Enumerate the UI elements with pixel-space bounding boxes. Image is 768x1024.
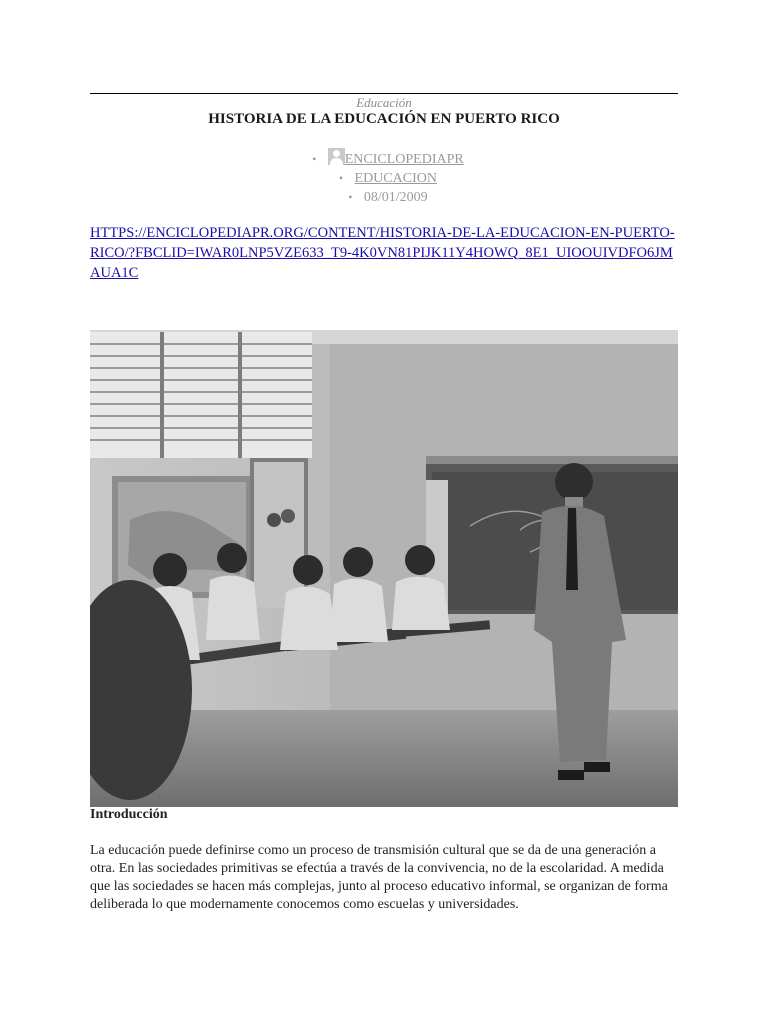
meta-section <box>90 169 678 188</box>
section-heading: Introducción <box>90 807 168 822</box>
classroom-photo <box>90 330 678 807</box>
meta-author <box>90 148 678 169</box>
intro-paragraph: La educación puede definirse como un proceso de transmisión cultural que se da de una generación a otra. En las sociedades primitivas se efectúa a través de la convivencia, no de la escolaridad. A medida que las sociedades se hacen más complejas, junto al proceso educativo informal, se organizan de forma deliberada lo que modernamente conocemos como escuelas y universidades. <box>90 843 668 912</box>
section-link[interactable]: EDUCACION <box>354 171 437 186</box>
meta-date <box>90 188 678 207</box>
article-meta-list <box>90 148 678 207</box>
source-url-link[interactable]: HTTPS://ENCICLOPEDIAPR.ORG/CONTENT/HISTORIA-DE-LA-EDUCACION-EN-PUERTO-RICO/?FBCLID=IWAR0LNP5VZE633_T9-4K0VN81PIJK11Y4HOWQ_8E1_UIOOUIVDFO6JMAUA1C <box>90 225 675 281</box>
top-divider <box>90 93 678 94</box>
page-title: HISTORIA DE LA EDUCACIÓN EN PUERTO RICO <box>208 111 560 127</box>
category-label: Educación <box>356 95 412 110</box>
publish-date: 08/01/2009 <box>363 190 428 205</box>
user-icon <box>328 148 345 165</box>
author-link[interactable]: ENCICLOPEDIAPR <box>344 152 464 167</box>
